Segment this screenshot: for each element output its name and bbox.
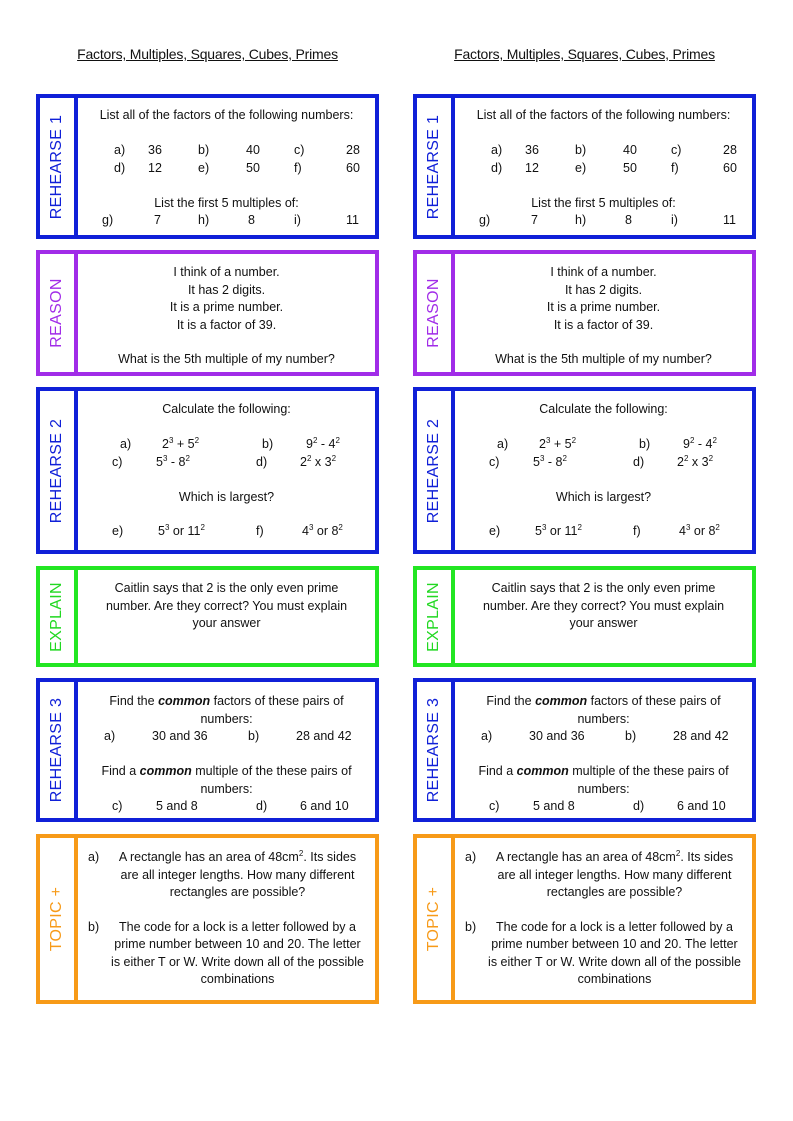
reason-line-2: It has 2 digits. <box>564 282 643 297</box>
common-factors-row <box>461 728 746 746</box>
exponent: 2 <box>200 523 205 532</box>
base: 2 <box>162 436 169 451</box>
factors-row-2 <box>84 160 369 178</box>
exponent: 2 <box>689 435 695 445</box>
page-title: Factors, Multiples, Squares, Cubes, Primes <box>77 46 338 62</box>
text: Find a <box>478 764 517 778</box>
base: 11 <box>187 524 201 538</box>
card-label: REHEARSE 3 <box>425 697 442 803</box>
op: x <box>688 454 702 469</box>
label-a: a) <box>481 729 493 743</box>
reason-line-3: It is a prime number. <box>169 300 284 314</box>
exponent: 2 <box>194 435 200 445</box>
factors-instruction: List all of the factors of the following numbers: <box>476 108 731 122</box>
value-d: 6 and 10 <box>677 799 726 813</box>
reason-line-3: It is a prime number. <box>546 300 661 314</box>
calc-row-3 <box>84 523 369 541</box>
label-b: b) <box>639 436 651 451</box>
value-c: 28 <box>346 142 360 157</box>
exponent: 3 <box>685 523 691 532</box>
base: 5 <box>564 436 572 451</box>
exponent: 3 <box>545 435 551 445</box>
op: - <box>544 454 556 469</box>
card-side <box>40 570 78 663</box>
value-d: 6 and 10 <box>300 799 349 813</box>
question-text <box>487 849 746 902</box>
exponent: 2 <box>683 453 689 463</box>
value-d: 12 <box>525 160 539 175</box>
explain-question: Caitlin says that 2 is the only even prime number. Are they correct? You must explain your answer <box>482 581 725 630</box>
text: Find the <box>486 694 536 708</box>
value-b: 28 and 42 <box>673 729 729 743</box>
card-explain <box>413 566 756 667</box>
factors-instruction: List all of the factors of the following numbers: <box>99 108 354 122</box>
exponent: 2 <box>338 523 343 532</box>
card-label: REASON <box>425 278 442 348</box>
exponent: 3 <box>164 523 170 532</box>
exponent: 2 <box>712 435 717 445</box>
value-b: 40 <box>623 142 637 157</box>
multiples-row <box>84 212 369 230</box>
text: factors of these pairs of numbers: <box>577 694 721 726</box>
base: 5 <box>535 524 542 538</box>
expr-e <box>158 523 205 541</box>
op: x <box>311 454 325 469</box>
card-body <box>78 98 375 235</box>
common-multiple-row <box>461 798 746 816</box>
card-reason <box>413 250 756 376</box>
card-rehearse-1 <box>36 94 379 239</box>
op: - <box>694 436 706 451</box>
reason-line-1: I think of a number. <box>550 265 657 279</box>
op: or <box>690 524 709 538</box>
question-text <box>110 849 369 902</box>
base: 8 <box>331 524 339 538</box>
card-label: REHEARSE 1 <box>48 114 65 219</box>
card-rehearse-1 <box>413 94 756 239</box>
label-d: d) <box>256 454 268 469</box>
base: 11 <box>564 524 578 538</box>
question-text: The code for a lock is a letter followed by a prime number between 10 and 20. The letter is either T or W. Write down all of the possible combinations <box>111 919 364 986</box>
value-a: 30 and 36 <box>529 729 585 743</box>
expr-b <box>683 436 717 454</box>
label-b: b) <box>248 729 260 743</box>
card-side <box>417 838 455 1000</box>
card-label: REHEARSE 2 <box>425 418 442 523</box>
label-a: a) <box>114 142 126 157</box>
label-f: f) <box>633 524 641 538</box>
op: + <box>550 436 565 451</box>
card-body <box>455 838 752 1000</box>
expr-a <box>539 436 576 454</box>
factors-row-1 <box>461 142 746 160</box>
card-body <box>78 838 375 1000</box>
emphasis: common <box>535 694 588 708</box>
text: . Its sides are all integer lengths. How many different rectangles are possible? <box>497 850 734 899</box>
topic-question-a <box>84 849 369 902</box>
op: - <box>167 454 179 469</box>
value-f: 60 <box>723 160 737 175</box>
label-c: c) <box>489 454 500 469</box>
expr-b <box>306 436 340 454</box>
card-topic-plus <box>36 834 379 1004</box>
exponent: 2 <box>298 849 304 858</box>
label-d: d) <box>633 799 645 813</box>
card-rehearse-3 <box>413 678 756 822</box>
exponent: 2 <box>331 453 337 463</box>
text: Find a <box>101 764 140 778</box>
emphasis: common <box>139 764 192 778</box>
card-body <box>78 254 375 372</box>
base: 2 <box>300 454 307 469</box>
calc-row-3 <box>461 523 746 541</box>
op: or <box>546 524 565 538</box>
multiples-instruction: List the first 5 multiples of: <box>531 195 676 210</box>
label-b: b) <box>198 142 210 157</box>
base: 8 <box>708 524 716 538</box>
card-body <box>455 570 752 663</box>
largest-instruction: Which is largest? <box>178 489 275 504</box>
exponent: 3 <box>162 453 168 463</box>
label-a: a) <box>104 729 116 743</box>
base: 9 <box>683 436 690 451</box>
card-side <box>417 570 455 663</box>
value-h: 8 <box>248 213 255 227</box>
label-a: a) <box>465 850 477 864</box>
exponent: 2 <box>577 523 582 532</box>
common-multiple-instruction <box>461 763 746 798</box>
exponent: 2 <box>312 435 318 445</box>
card-label: EXPLAIN <box>48 581 65 652</box>
common-multiple-row <box>84 798 369 816</box>
reason-line-1: I think of a number. <box>173 265 280 279</box>
label-a: a) <box>491 142 503 157</box>
card-label: TOPIC + <box>48 886 65 952</box>
common-multiple-instruction <box>84 763 369 798</box>
calc-instruction: Calculate the following: <box>162 402 291 416</box>
value-e: 50 <box>246 160 260 175</box>
base: 3 <box>324 454 332 469</box>
base: 2 <box>539 436 546 451</box>
base: 3 <box>701 454 709 469</box>
text: factors of these pairs of numbers: <box>200 694 344 726</box>
value-d: 12 <box>148 160 162 175</box>
base: 4 <box>679 524 686 538</box>
common-factors-instruction <box>461 693 746 728</box>
label-e: e) <box>489 524 501 538</box>
label-f: f) <box>294 160 302 175</box>
text: multiple of the these pairs of numbers: <box>191 764 352 796</box>
text: Find the <box>109 694 159 708</box>
calc-row-1 <box>461 436 746 454</box>
card-side <box>40 254 78 372</box>
value-a: 36 <box>525 142 539 157</box>
card-side <box>417 254 455 372</box>
card-side <box>40 98 78 235</box>
reason-line-4: It is a factor of 39. <box>176 317 277 332</box>
expr-d <box>300 454 336 472</box>
base: 2 <box>677 454 684 469</box>
expr-e <box>535 523 582 541</box>
expr-c <box>533 454 567 472</box>
page-title: Factors, Multiples, Squares, Cubes, Primes <box>454 46 715 62</box>
card-rehearse-3 <box>36 678 379 822</box>
base: 5 <box>156 454 163 469</box>
reason-question: What is the 5th multiple of my number? <box>118 352 335 366</box>
op: - <box>317 436 329 451</box>
value-c: 28 <box>723 142 737 157</box>
value-a: 30 and 36 <box>152 729 208 743</box>
text: A rectangle has an area of 48cm <box>495 850 676 864</box>
card-reason <box>36 250 379 376</box>
label-a: a) <box>88 850 100 864</box>
exponent: 2 <box>708 453 714 463</box>
emphasis: common <box>158 694 211 708</box>
value-g: 7 <box>154 213 161 227</box>
card-label: EXPLAIN <box>425 581 442 652</box>
base: 5 <box>187 436 195 451</box>
label-c: c) <box>112 799 123 813</box>
label-g: g) <box>102 213 114 227</box>
expr-f <box>679 523 720 541</box>
calc-row-1 <box>84 436 369 454</box>
label-d: d) <box>491 160 503 175</box>
card-rehearse-2 <box>36 387 379 554</box>
largest-instruction: Which is largest? <box>555 489 652 504</box>
base: 8 <box>178 454 186 469</box>
topic-question-b <box>84 919 369 989</box>
label-c: c) <box>489 799 500 813</box>
value-f: 60 <box>346 160 360 175</box>
label-g: g) <box>479 213 491 227</box>
label-c: c) <box>294 142 305 157</box>
exponent: 3 <box>539 453 545 463</box>
label-b: b) <box>625 729 637 743</box>
card-side <box>40 391 78 550</box>
multiples-row <box>461 212 746 230</box>
value-a: 36 <box>148 142 162 157</box>
label-f: f) <box>256 524 264 538</box>
card-side <box>417 98 455 235</box>
card-body <box>455 682 752 818</box>
explain-question: Caitlin says that 2 is the only even prime number. Are they correct? You must explain your answer <box>105 581 348 630</box>
multiples-instruction: List the first 5 multiples of: <box>154 195 299 210</box>
card-side <box>417 682 455 818</box>
label-d: d) <box>114 160 126 175</box>
label-b: b) <box>465 919 477 934</box>
value-i: 11 <box>723 213 736 227</box>
base: 9 <box>306 436 313 451</box>
value-c: 5 and 8 <box>533 799 575 813</box>
base: 4 <box>705 436 713 451</box>
card-side <box>40 682 78 818</box>
expr-d <box>677 454 713 472</box>
card-body <box>78 682 375 818</box>
card-side <box>417 391 455 550</box>
card-rehearse-2 <box>413 387 756 554</box>
calc-row-2 <box>84 454 369 472</box>
card-side <box>40 838 78 1000</box>
question-text: The code for a lock is a letter followed by a prime number between 10 and 20. The letter is either T or W. Write down all of the possible combinations <box>488 919 741 986</box>
op: or <box>313 524 332 538</box>
card-label: REASON <box>48 278 65 348</box>
card-body <box>78 570 375 663</box>
card-body <box>455 98 752 235</box>
text: A rectangle has an area of 48cm <box>118 850 299 864</box>
value-i: 11 <box>346 213 359 227</box>
reason-line-4: It is a factor of 39. <box>553 317 654 332</box>
expr-a <box>162 436 199 454</box>
label-d: d) <box>633 454 645 469</box>
value-b: 40 <box>246 142 260 157</box>
base: 5 <box>533 454 540 469</box>
label-d: d) <box>256 799 268 813</box>
exponent: 3 <box>308 523 314 532</box>
exponent: 2 <box>571 435 577 445</box>
emphasis: common <box>516 764 569 778</box>
calc-instruction: Calculate the following: <box>539 402 668 416</box>
expr-f <box>302 523 343 541</box>
card-topic-plus <box>413 834 756 1004</box>
base: 8 <box>555 454 563 469</box>
calc-row-2 <box>461 454 746 472</box>
text: . Its sides are all integer lengths. How many different rectangles are possible? <box>120 850 357 899</box>
label-f: f) <box>671 160 679 175</box>
reason-question: What is the 5th multiple of my number? <box>495 352 712 366</box>
label-e: e) <box>198 160 210 175</box>
value-c: 5 and 8 <box>156 799 198 813</box>
card-explain <box>36 566 379 667</box>
card-label: TOPIC + <box>425 886 442 952</box>
common-factors-instruction <box>84 693 369 728</box>
label-i: i) <box>294 213 301 227</box>
label-h: h) <box>575 213 587 227</box>
factors-row-1 <box>84 142 369 160</box>
label-c: c) <box>112 454 123 469</box>
common-factors-row <box>84 728 369 746</box>
reason-line-2: It has 2 digits. <box>187 282 266 297</box>
value-e: 50 <box>623 160 637 175</box>
exponent: 2 <box>715 523 720 532</box>
card-label: REHEARSE 1 <box>425 114 442 219</box>
topic-question-a <box>461 849 746 902</box>
label-a: a) <box>497 436 509 451</box>
card-label: REHEARSE 2 <box>48 418 65 523</box>
label-h: h) <box>198 213 210 227</box>
exponent: 2 <box>562 453 567 463</box>
factors-row-2 <box>461 160 746 178</box>
value-h: 8 <box>625 213 632 227</box>
card-label: REHEARSE 3 <box>48 697 65 803</box>
label-a: a) <box>120 436 132 451</box>
label-e: e) <box>112 524 124 538</box>
text: multiple of the these pairs of numbers: <box>568 764 729 796</box>
label-c: c) <box>671 142 682 157</box>
card-body <box>455 391 752 550</box>
label-e: e) <box>575 160 587 175</box>
base: 4 <box>302 524 309 538</box>
base: 5 <box>158 524 165 538</box>
value-g: 7 <box>531 213 538 227</box>
exponent: 2 <box>335 435 340 445</box>
exponent: 3 <box>168 435 174 445</box>
value-b: 28 and 42 <box>296 729 352 743</box>
label-b: b) <box>575 142 587 157</box>
op: or <box>169 524 188 538</box>
label-b: b) <box>262 436 274 451</box>
op: + <box>173 436 188 451</box>
card-body <box>455 254 752 372</box>
topic-question-b <box>461 919 746 989</box>
card-body <box>78 391 375 550</box>
expr-c <box>156 454 190 472</box>
base: 4 <box>328 436 336 451</box>
exponent: 2 <box>185 453 190 463</box>
label-i: i) <box>671 213 678 227</box>
exponent: 2 <box>306 453 312 463</box>
label-b: b) <box>88 919 100 934</box>
exponent: 2 <box>675 849 681 858</box>
exponent: 3 <box>541 523 547 532</box>
